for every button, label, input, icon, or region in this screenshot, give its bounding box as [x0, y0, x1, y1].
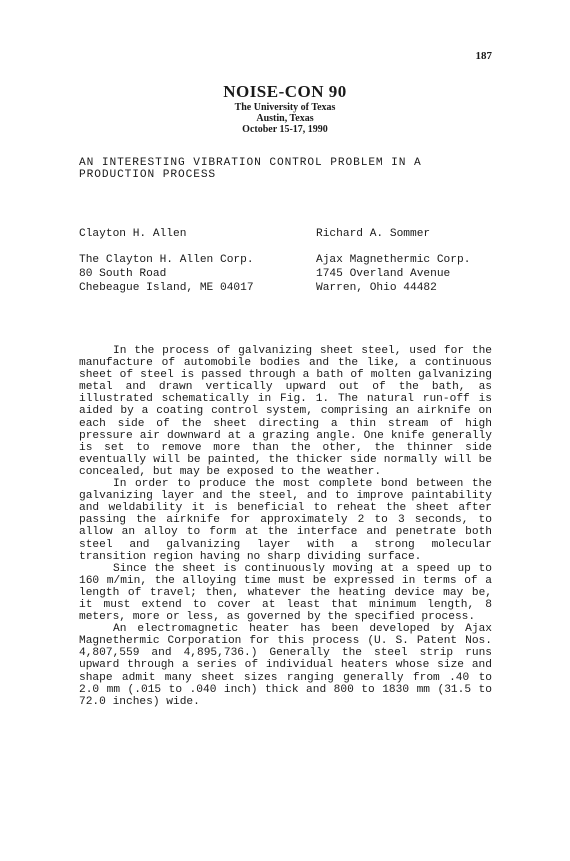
paragraph-bond: In order to produce the most complete bond between the galvanizing layer and the steel, and to improve paintability and weldability it is beneficial to reheat the sheet after passing the airknife for approximately 2 to 3 seconds, to allow an alloy to form at the interface and penetrate both steel and galvanizing layer with a strong molecular transition region having no sharp dividing surface. [79, 478, 492, 563]
author-address: 1745 Overland Avenue [316, 268, 451, 280]
author-affiliation: Ajax Magnethermic Corp. [316, 254, 471, 266]
conference-venue: The University of Texas [234, 102, 336, 113]
conference-name: NOISE-CON 90 [223, 82, 347, 101]
conference-dates: October 15-17, 1990 [242, 124, 328, 135]
paragraph-speed: Since the sheet is continuously moving at a speed up to 160 m/min, the alloying time must be expressed in terms of a length of travel; then, whatever the heating device may be, it must extend to cover at least that minimum length, 8 meters, more or less, as governed by the specified process. [79, 562, 492, 624]
page-number: 187 [475, 50, 492, 62]
paragraph-galvanizing: In the process of galvanizing sheet steel, used for the manufacture of automobile bodies and the like, a continuous sheet of steel is passed through a bath of molten galvanizing metal and drawn vertically upward out of the bath, as illustrated schematically in Fig. 1. The natural run-off is aided by a coating control system, comprising an airknife on each side of the sheet directing a thin stream of high pressure air downward at a grazing angle. One knife generally is set to remove more than the other, the thinner side eventually will be painted, the thicker side normally will be concealed, but may be exposed to the weather. [79, 345, 492, 478]
author-city: Chebeague Island, ME 04017 [79, 282, 254, 294]
author-name: Richard A. Sommer [316, 228, 431, 240]
paper-title: AN INTERESTING VIBRATION CONTROL PROBLEM IN A PRODUCTION PROCESS [79, 157, 430, 181]
paragraph-heater: An electromagnetic heater has been developed by Ajax Magnethermic Corporation for this process (U. S. Patent Nos. 4,807,559 and 4,895,736.) Generally the steel strip runs upward through a series of individual heaters whose size and shape admit many sheet sizes ranging generally from .40 to 2.0 mm (.015 to .040 inch) thick and 800 to 1830 mm (31.5 to 72.0 inches) wide. [79, 623, 492, 708]
author-2 [316, 227, 470, 295]
author-name: Clayton H. Allen [79, 228, 187, 240]
body-text [79, 345, 492, 708]
conference-header [0, 82, 570, 135]
author-city: Warren, Ohio 44482 [316, 282, 437, 294]
author-affiliation: The Clayton H. Allen Corp. [79, 254, 254, 266]
author-1 [79, 227, 254, 295]
conference-location: Austin, Texas [256, 113, 314, 124]
author-address: 80 South Road [79, 268, 167, 280]
